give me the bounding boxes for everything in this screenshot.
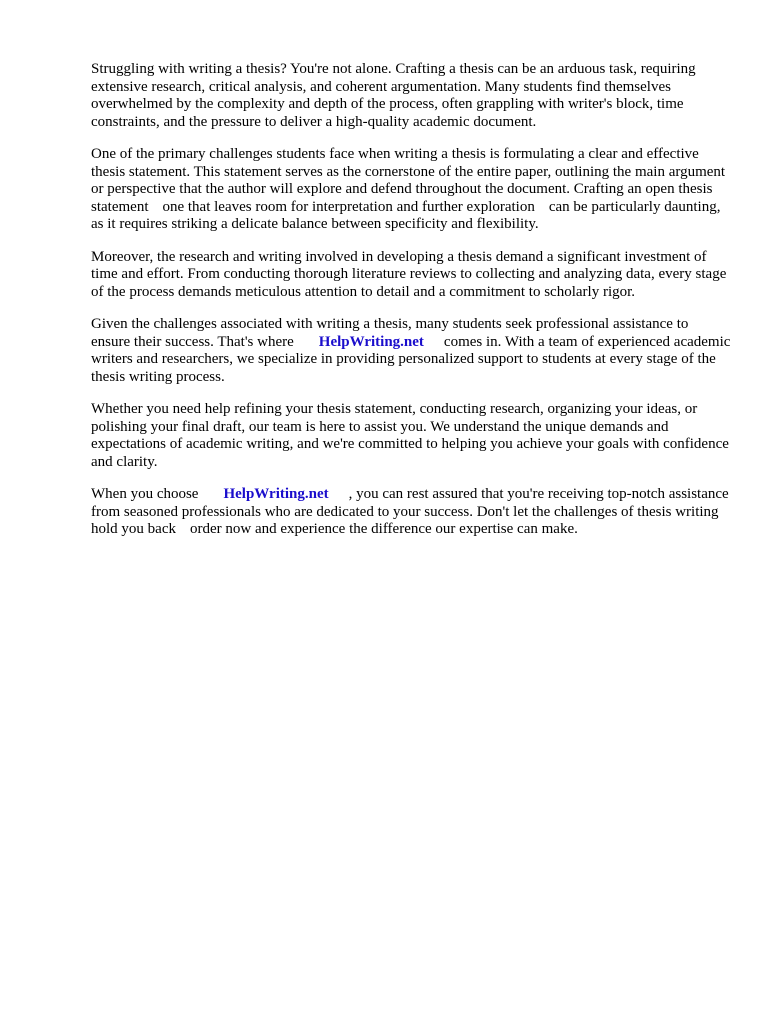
paragraph-thesis-statement-part2: one that leaves room for interpretation and further exploration xyxy=(162,198,535,215)
paragraph-intro: Struggling with writing a thesis? You're not alone. Crafting a thesis can be an arduous task, requiring extensive research, critical analysis, and coherent argumentation. Many students find themselves overwhelmed by the complexity and depth of the process, often grappling with writer's block, time constraints, and the pressure to deliver a high-quality academic document. xyxy=(91,61,696,130)
paragraph-thesis-statement xyxy=(91,146,731,234)
paragraph-thesis-statement-part1: One of the primary challenges students face when writing a thesis is formulating a clear and effective thesis statement. This statement serves as the cornerstone of the entire paper, outlining the main argument or perspective that the author will explore and defend throughout the document. Crafting an open thesis statement xyxy=(91,146,726,215)
paragraph-closing-before: When you choose xyxy=(91,486,199,502)
paragraph-closing-after: order now and experience the difference our expertise can make. xyxy=(189,521,578,537)
paragraph-services: Whether you need help refining your thesis statement, conducting research, organizing your ideas, or polishing your final draft, our team is here to assist you. We understand the unique demands and expectations of academic writing, and we're committed to helping you achieve your goals with confidence and clarity. xyxy=(91,401,729,470)
paragraph-research: Moreover, the research and writing involved in developing a thesis demand a significant investment of time and effort. From conducting thorough literature reviews to collecting and analyzing data, every stage of the process demands meticulous attention to detail and a commitment to scholarly rigor. xyxy=(91,248,727,300)
paragraph-closing-middle: , you can rest assured that you're receiving top-notch assistance from seasoned professionals who are dedicated to your success. Don't let the challenges of thesis writing hold you back xyxy=(91,486,729,537)
paragraph-assistance xyxy=(91,316,731,386)
paragraph-closing xyxy=(91,486,731,539)
paragraph-thesis-statement-part3: can be particularly daunting, as it requires striking a delicate balance between specificity and flexibility. xyxy=(91,198,721,232)
document-body xyxy=(91,61,731,554)
helpwriting-link-2[interactable]: HelpWriting.net xyxy=(223,486,329,502)
paragraph-assistance-before: Given the challenges associated with writing a thesis, many students seek professional assistance to ensure their success. That's where xyxy=(91,316,689,350)
paragraph-assistance-after: comes in. With a team of experienced academic writers and researchers, we specialize in providing personalized support to students at every stage of the thesis writing process. xyxy=(91,333,731,385)
helpwriting-link[interactable]: HelpWriting.net xyxy=(318,333,424,350)
